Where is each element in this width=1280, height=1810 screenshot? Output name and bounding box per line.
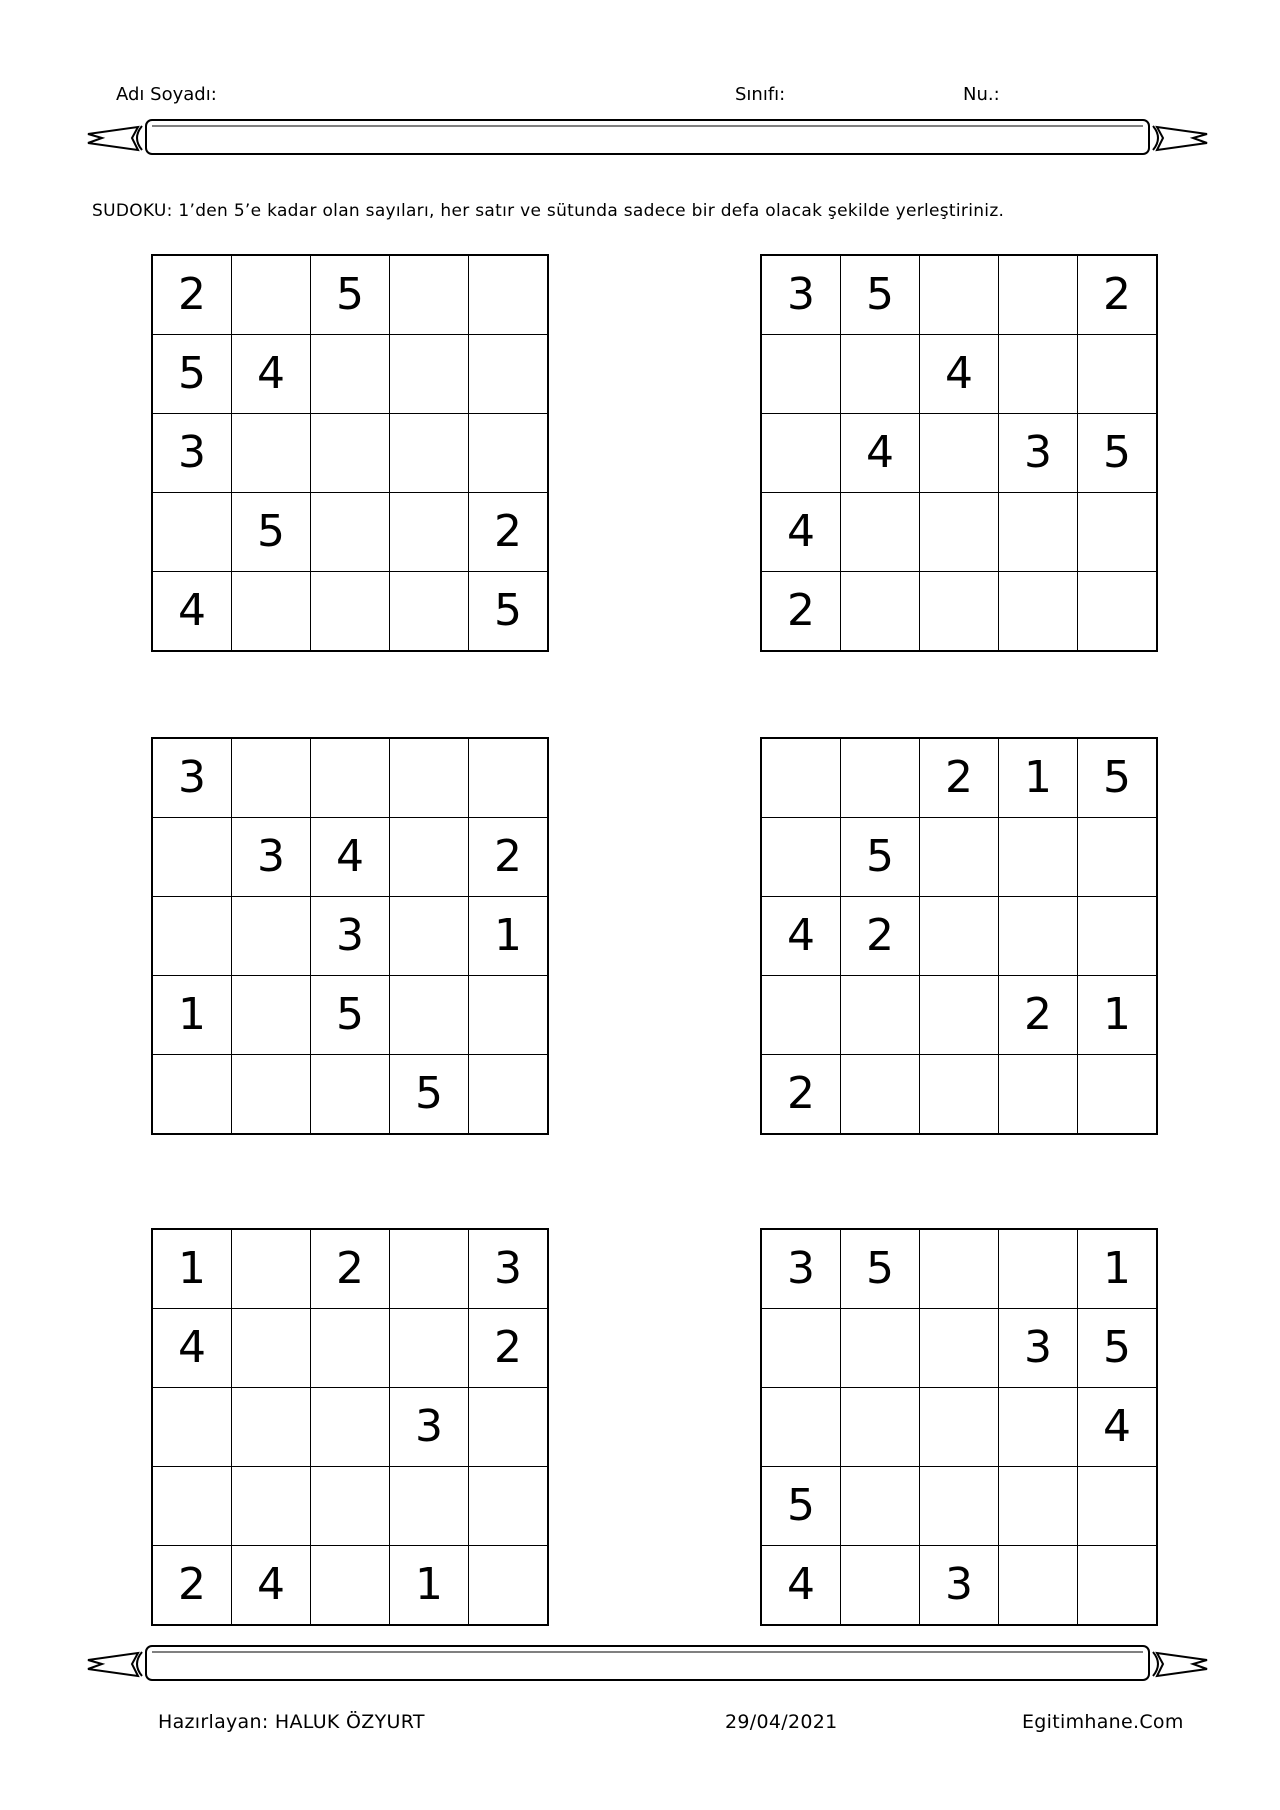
sudoku-cell[interactable] bbox=[841, 1388, 920, 1467]
scroll-banner-top bbox=[80, 114, 1215, 164]
sudoku-cell[interactable] bbox=[152, 1388, 232, 1467]
sudoku-cell[interactable] bbox=[469, 414, 549, 493]
sudoku-puzzle-6 bbox=[760, 1228, 1158, 1626]
instruction-text: SUDOKU: 1’den 5’e kadar olan sayıları, her satır ve sütunda sadece bir defa olacak şekilde yerleştiriniz. bbox=[92, 201, 1005, 221]
sudoku-cell[interactable] bbox=[920, 414, 999, 493]
sudoku-cell[interactable]: 5 bbox=[152, 335, 232, 414]
sudoku-cell[interactable]: 3 bbox=[469, 1229, 549, 1309]
sudoku-row bbox=[152, 1467, 548, 1546]
sudoku-cell[interactable] bbox=[311, 493, 390, 572]
sudoku-cell[interactable]: 4 bbox=[1078, 1388, 1158, 1467]
sudoku-row bbox=[152, 414, 548, 493]
sudoku-row bbox=[761, 738, 1157, 818]
sudoku-cell[interactable] bbox=[999, 818, 1078, 897]
sudoku-cell[interactable] bbox=[1078, 1546, 1158, 1626]
sudoku-cell[interactable] bbox=[761, 738, 841, 818]
sudoku-cell[interactable]: 4 bbox=[232, 335, 311, 414]
sudoku-cell[interactable]: 5 bbox=[1078, 414, 1158, 493]
sudoku-cell[interactable]: 2 bbox=[469, 818, 549, 897]
sudoku-cell[interactable] bbox=[999, 1055, 1078, 1135]
sudoku-cell[interactable] bbox=[920, 976, 999, 1055]
sudoku-row bbox=[761, 255, 1157, 335]
sudoku-cell[interactable]: 5 bbox=[390, 1055, 469, 1135]
sudoku-cell[interactable]: 2 bbox=[761, 572, 841, 652]
sudoku-cell[interactable] bbox=[232, 572, 311, 652]
sudoku-cell[interactable]: 4 bbox=[152, 572, 232, 652]
sudoku-cell[interactable] bbox=[152, 493, 232, 572]
sudoku-cell[interactable] bbox=[232, 414, 311, 493]
sudoku-cell[interactable] bbox=[232, 1229, 311, 1309]
sudoku-cell[interactable] bbox=[999, 1388, 1078, 1467]
sudoku-row bbox=[152, 335, 548, 414]
sudoku-cell[interactable] bbox=[999, 1467, 1078, 1546]
sudoku-cell[interactable] bbox=[311, 1309, 390, 1388]
sudoku-cell[interactable] bbox=[469, 976, 549, 1055]
sudoku-cell[interactable] bbox=[469, 1055, 549, 1135]
sudoku-cell[interactable] bbox=[232, 1055, 311, 1135]
sudoku-cell[interactable] bbox=[311, 1546, 390, 1626]
sudoku-cell[interactable] bbox=[761, 1388, 841, 1467]
sudoku-cell[interactable] bbox=[920, 897, 999, 976]
sudoku-cell[interactable] bbox=[1078, 897, 1158, 976]
sudoku-cell[interactable]: 3 bbox=[999, 1309, 1078, 1388]
sudoku-cell[interactable] bbox=[232, 1309, 311, 1388]
sudoku-puzzle-2 bbox=[760, 254, 1158, 652]
sudoku-cell[interactable]: 4 bbox=[232, 1546, 311, 1626]
sudoku-cell[interactable]: 2 bbox=[761, 1055, 841, 1135]
sudoku-cell[interactable] bbox=[920, 493, 999, 572]
footer-date: 29/04/2021 bbox=[725, 1711, 838, 1733]
sudoku-cell[interactable] bbox=[920, 1309, 999, 1388]
sudoku-cell[interactable] bbox=[390, 572, 469, 652]
footer-author: Hazırlayan: HALUK ÖZYURT bbox=[158, 1711, 425, 1733]
sudoku-cell[interactable]: 1 bbox=[152, 1229, 232, 1309]
sudoku-row bbox=[152, 1309, 548, 1388]
sudoku-cell[interactable] bbox=[232, 1467, 311, 1546]
sudoku-puzzle-3 bbox=[151, 737, 549, 1135]
sudoku-row bbox=[152, 1229, 548, 1309]
sudoku-row bbox=[761, 572, 1157, 652]
sudoku-cell[interactable] bbox=[999, 1546, 1078, 1626]
sudoku-cell[interactable] bbox=[761, 976, 841, 1055]
sudoku-cell[interactable] bbox=[311, 1467, 390, 1546]
sudoku-cell[interactable]: 4 bbox=[761, 897, 841, 976]
sudoku-cell[interactable]: 2 bbox=[469, 493, 549, 572]
sudoku-cell[interactable] bbox=[390, 1467, 469, 1546]
sudoku-row bbox=[761, 976, 1157, 1055]
sudoku-row bbox=[152, 738, 548, 818]
sudoku-cell[interactable]: 3 bbox=[152, 414, 232, 493]
sudoku-cell[interactable] bbox=[999, 255, 1078, 335]
sudoku-cell[interactable] bbox=[390, 818, 469, 897]
sudoku-cell[interactable]: 3 bbox=[232, 818, 311, 897]
sudoku-cell[interactable] bbox=[232, 897, 311, 976]
sudoku-cell[interactable] bbox=[390, 897, 469, 976]
sudoku-row bbox=[761, 1388, 1157, 1467]
sudoku-cell[interactable]: 3 bbox=[999, 414, 1078, 493]
sudoku-cell[interactable]: 4 bbox=[761, 493, 841, 572]
sudoku-cell[interactable]: 2 bbox=[1078, 255, 1158, 335]
sudoku-cell[interactable]: 5 bbox=[311, 255, 390, 335]
sudoku-cell[interactable] bbox=[1078, 1467, 1158, 1546]
sudoku-cell[interactable] bbox=[469, 738, 549, 818]
sudoku-cell[interactable] bbox=[920, 1388, 999, 1467]
sudoku-row bbox=[761, 1309, 1157, 1388]
sudoku-cell[interactable] bbox=[469, 1467, 549, 1546]
sudoku-cell[interactable] bbox=[311, 335, 390, 414]
sudoku-cell[interactable]: 3 bbox=[152, 738, 232, 818]
sudoku-row bbox=[761, 335, 1157, 414]
scroll-banner-bottom bbox=[80, 1640, 1215, 1690]
sudoku-row bbox=[152, 1388, 548, 1467]
sudoku-cell[interactable]: 1 bbox=[999, 738, 1078, 818]
sudoku-cell[interactable]: 3 bbox=[390, 1388, 469, 1467]
sudoku-cell[interactable]: 1 bbox=[152, 976, 232, 1055]
sudoku-cell[interactable] bbox=[1078, 335, 1158, 414]
sudoku-cell[interactable]: 5 bbox=[232, 493, 311, 572]
sudoku-row bbox=[152, 976, 548, 1055]
sudoku-cell[interactable] bbox=[311, 414, 390, 493]
name-label: Adı Soyadı: bbox=[116, 84, 217, 105]
sudoku-cell[interactable] bbox=[999, 572, 1078, 652]
sudoku-cell[interactable] bbox=[841, 976, 920, 1055]
sudoku-cell[interactable] bbox=[841, 738, 920, 818]
sudoku-cell[interactable] bbox=[999, 493, 1078, 572]
footer-site: Egitimhane.Com bbox=[1022, 1711, 1184, 1733]
sudoku-cell[interactable] bbox=[232, 976, 311, 1055]
sudoku-cell[interactable]: 2 bbox=[841, 897, 920, 976]
sudoku-row bbox=[152, 572, 548, 652]
sudoku-cell[interactable]: 4 bbox=[761, 1546, 841, 1626]
sudoku-cell[interactable]: 5 bbox=[1078, 738, 1158, 818]
sudoku-cell[interactable]: 5 bbox=[761, 1467, 841, 1546]
sudoku-cell[interactable]: 3 bbox=[761, 1229, 841, 1309]
sudoku-cell[interactable] bbox=[390, 738, 469, 818]
sudoku-cell[interactable] bbox=[232, 1388, 311, 1467]
sudoku-cell[interactable] bbox=[390, 414, 469, 493]
sudoku-cell[interactable] bbox=[841, 572, 920, 652]
sudoku-cell[interactable] bbox=[311, 572, 390, 652]
sudoku-puzzle-1 bbox=[151, 254, 549, 652]
sudoku-cell[interactable] bbox=[469, 1546, 549, 1626]
sudoku-cell[interactable] bbox=[999, 335, 1078, 414]
sudoku-cell[interactable]: 2 bbox=[311, 1229, 390, 1309]
sudoku-cell[interactable] bbox=[999, 897, 1078, 976]
sudoku-cell[interactable] bbox=[841, 493, 920, 572]
sudoku-cell[interactable]: 2 bbox=[469, 1309, 549, 1388]
sudoku-row bbox=[761, 818, 1157, 897]
sudoku-cell[interactable] bbox=[761, 414, 841, 493]
sudoku-cell[interactable] bbox=[920, 572, 999, 652]
sudoku-cell[interactable] bbox=[232, 255, 311, 335]
sudoku-cell[interactable] bbox=[841, 1467, 920, 1546]
sudoku-cell[interactable] bbox=[152, 1055, 232, 1135]
sudoku-row bbox=[761, 897, 1157, 976]
sudoku-cell[interactable]: 5 bbox=[841, 1229, 920, 1309]
sudoku-row bbox=[152, 897, 548, 976]
sudoku-cell[interactable] bbox=[152, 1467, 232, 1546]
sudoku-cell[interactable] bbox=[469, 1388, 549, 1467]
sudoku-cell[interactable] bbox=[232, 738, 311, 818]
sudoku-row bbox=[152, 493, 548, 572]
sudoku-cell[interactable]: 5 bbox=[311, 976, 390, 1055]
sudoku-cell[interactable] bbox=[390, 335, 469, 414]
sudoku-cell[interactable]: 2 bbox=[152, 255, 232, 335]
sudoku-cell[interactable]: 2 bbox=[152, 1546, 232, 1626]
sudoku-row bbox=[152, 1546, 548, 1626]
sudoku-cell[interactable] bbox=[390, 1229, 469, 1309]
sudoku-cell[interactable]: 4 bbox=[841, 414, 920, 493]
sudoku-row bbox=[761, 1055, 1157, 1135]
sudoku-cell[interactable] bbox=[920, 255, 999, 335]
sudoku-row bbox=[761, 414, 1157, 493]
class-label: Sınıfı: bbox=[735, 84, 786, 105]
sudoku-cell[interactable] bbox=[311, 1055, 390, 1135]
sudoku-cell[interactable]: 5 bbox=[469, 572, 549, 652]
sudoku-cell[interactable] bbox=[152, 897, 232, 976]
sudoku-puzzle-5 bbox=[151, 1228, 549, 1626]
sudoku-cell[interactable] bbox=[841, 1546, 920, 1626]
sudoku-cell[interactable] bbox=[841, 1055, 920, 1135]
sudoku-cell[interactable] bbox=[841, 335, 920, 414]
sudoku-cell[interactable] bbox=[761, 1309, 841, 1388]
number-label: Nu.: bbox=[963, 84, 1000, 105]
sudoku-cell[interactable]: 1 bbox=[390, 1546, 469, 1626]
sudoku-row bbox=[761, 1229, 1157, 1309]
sudoku-cell[interactable]: 2 bbox=[999, 976, 1078, 1055]
sudoku-puzzle-4 bbox=[760, 737, 1158, 1135]
sudoku-cell[interactable]: 1 bbox=[1078, 1229, 1158, 1309]
sudoku-cell[interactable] bbox=[761, 335, 841, 414]
sudoku-cell[interactable]: 3 bbox=[761, 255, 841, 335]
sudoku-cell[interactable] bbox=[920, 818, 999, 897]
sudoku-cell[interactable]: 5 bbox=[1078, 1309, 1158, 1388]
sudoku-row bbox=[761, 493, 1157, 572]
sudoku-cell[interactable] bbox=[469, 255, 549, 335]
sudoku-cell[interactable]: 1 bbox=[469, 897, 549, 976]
sudoku-cell[interactable]: 1 bbox=[1078, 976, 1158, 1055]
sudoku-row bbox=[152, 818, 548, 897]
sudoku-row bbox=[761, 1467, 1157, 1546]
sudoku-cell[interactable] bbox=[152, 818, 232, 897]
sudoku-cell[interactable] bbox=[390, 1309, 469, 1388]
sudoku-cell[interactable] bbox=[920, 1229, 999, 1309]
sudoku-row bbox=[761, 1546, 1157, 1626]
sudoku-cell[interactable]: 5 bbox=[841, 818, 920, 897]
sudoku-cell[interactable] bbox=[920, 1467, 999, 1546]
sudoku-cell[interactable] bbox=[469, 335, 549, 414]
sudoku-cell[interactable]: 4 bbox=[152, 1309, 232, 1388]
sudoku-cell[interactable] bbox=[1078, 493, 1158, 572]
sudoku-cell[interactable] bbox=[1078, 1055, 1158, 1135]
sudoku-cell[interactable] bbox=[390, 976, 469, 1055]
sudoku-cell[interactable] bbox=[390, 493, 469, 572]
sudoku-cell[interactable] bbox=[841, 1309, 920, 1388]
sudoku-cell[interactable] bbox=[1078, 572, 1158, 652]
sudoku-cell[interactable] bbox=[999, 1229, 1078, 1309]
sudoku-cell[interactable] bbox=[1078, 818, 1158, 897]
sudoku-row bbox=[152, 255, 548, 335]
sudoku-cell[interactable]: 5 bbox=[841, 255, 920, 335]
sudoku-cell[interactable] bbox=[761, 818, 841, 897]
sudoku-cell[interactable]: 4 bbox=[920, 335, 999, 414]
sudoku-row bbox=[152, 1055, 548, 1135]
sudoku-cell[interactable]: 2 bbox=[920, 738, 999, 818]
sudoku-cell[interactable]: 4 bbox=[311, 818, 390, 897]
sudoku-cell[interactable] bbox=[311, 1388, 390, 1467]
sudoku-cell[interactable]: 3 bbox=[920, 1546, 999, 1626]
sudoku-cell[interactable] bbox=[311, 738, 390, 818]
sudoku-cell[interactable]: 3 bbox=[311, 897, 390, 976]
sudoku-cell[interactable] bbox=[920, 1055, 999, 1135]
sudoku-cell[interactable] bbox=[390, 255, 469, 335]
